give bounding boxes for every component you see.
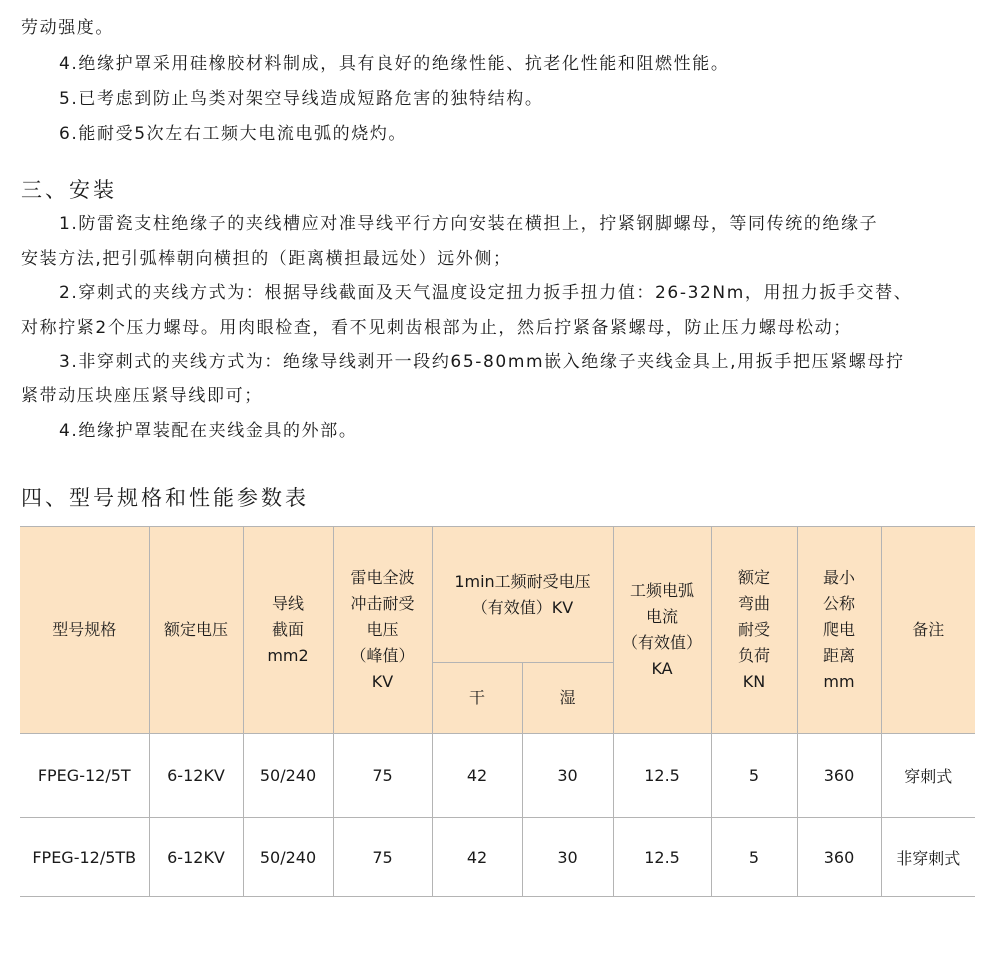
- header-bending-load: 额定 弯曲 耐受 负荷 KN: [711, 527, 797, 734]
- header-rated-voltage: 额定电压: [149, 527, 243, 734]
- spec-table: [20, 526, 975, 897]
- cell-section: 50/240: [243, 734, 333, 818]
- cell-dry: 42: [432, 818, 522, 897]
- cell-creepage: 360: [797, 818, 881, 897]
- para-line-3: 5.已考虑到防止鸟类对架空导线造成短路危害的独特结构。: [59, 89, 544, 109]
- para-line-2: 4.绝缘护罩采用硅橡胶材料制成，具有良好的绝缘性能、抗老化性能和阻燃性能。: [59, 54, 730, 74]
- cell-creepage: 360: [797, 734, 881, 818]
- header-lightning-voltage: 雷电全波 冲击耐受 电压 （峰值） KV: [333, 527, 432, 734]
- install-line-3: 2.穿刺式的夹线方式为：根据导线截面及天气温度设定扭力扳手扭力值：26-32Nm，用扭力扳手交替、: [59, 283, 913, 303]
- cell-remark: 穿刺式: [881, 734, 975, 818]
- cell-rated-voltage: 6-12KV: [149, 734, 243, 818]
- cell-rated-voltage: 6-12KV: [149, 818, 243, 897]
- header-arc-current: 工频电弧 电流 （有效值） KA: [613, 527, 711, 734]
- install-line-5: 3.非穿刺式的夹线方式为：绝缘导线剥开一段约65-80mm嵌入绝缘子夹线金具上,用扳手把压紧螺母拧: [59, 352, 905, 372]
- cell-bending: 5: [711, 818, 797, 897]
- install-line-4: 对称拧紧2个压力螺母。用肉眼检查，看不见刺齿根部为止，然后拧紧备紧螺母，防止压力螺母松动；: [21, 318, 852, 338]
- header-wet: 湿: [522, 663, 613, 734]
- cell-dry: 42: [432, 734, 522, 818]
- cell-model: FPEG-12/5TB: [20, 818, 149, 897]
- header-model: 型号规格: [20, 527, 149, 734]
- cell-arc: 12.5: [613, 734, 711, 818]
- cell-bending: 5: [711, 734, 797, 818]
- para-line-1: 劳动强度。: [21, 18, 114, 38]
- cell-wet: 30: [522, 818, 613, 897]
- cell-model: FPEG-12/5T: [20, 734, 149, 818]
- para-line-4: 6.能耐受5次左右工频大电流电弧的烧灼。: [59, 124, 408, 144]
- cell-remark: 非穿刺式: [881, 818, 975, 897]
- section-title-specs: 四、型号规格和性能参数表: [21, 486, 309, 510]
- cell-lightning: 75: [333, 734, 432, 818]
- header-power-freq-voltage: 1min工频耐受电压 （有效值）KV: [432, 527, 613, 663]
- header-section: 导线 截面 mm2: [243, 527, 333, 734]
- table-row: [20, 818, 975, 897]
- header-dry: 干: [432, 663, 522, 734]
- install-line-6: 紧带动压块座压紧导线即可；: [21, 386, 263, 406]
- install-line-1: 1.防雷瓷支柱绝缘子的夹线槽应对准导线平行方向安装在横担上，拧紧钢脚螺母，等同传统的绝缘子: [59, 214, 879, 234]
- install-line-7: 4.绝缘护罩装配在夹线金具的外部。: [59, 421, 358, 441]
- cell-section: 50/240: [243, 818, 333, 897]
- header-remark: 备注: [881, 527, 975, 734]
- install-line-2: 安装方法,把引弧棒朝向横担的（距离横担最远处）远外侧；: [21, 249, 512, 269]
- cell-arc: 12.5: [613, 818, 711, 897]
- table-row: [20, 734, 975, 818]
- header-creepage: 最小 公称 爬电 距离 mm: [797, 527, 881, 734]
- cell-lightning: 75: [333, 818, 432, 897]
- cell-wet: 30: [522, 734, 613, 818]
- section-title-install: 三、安装: [21, 178, 117, 202]
